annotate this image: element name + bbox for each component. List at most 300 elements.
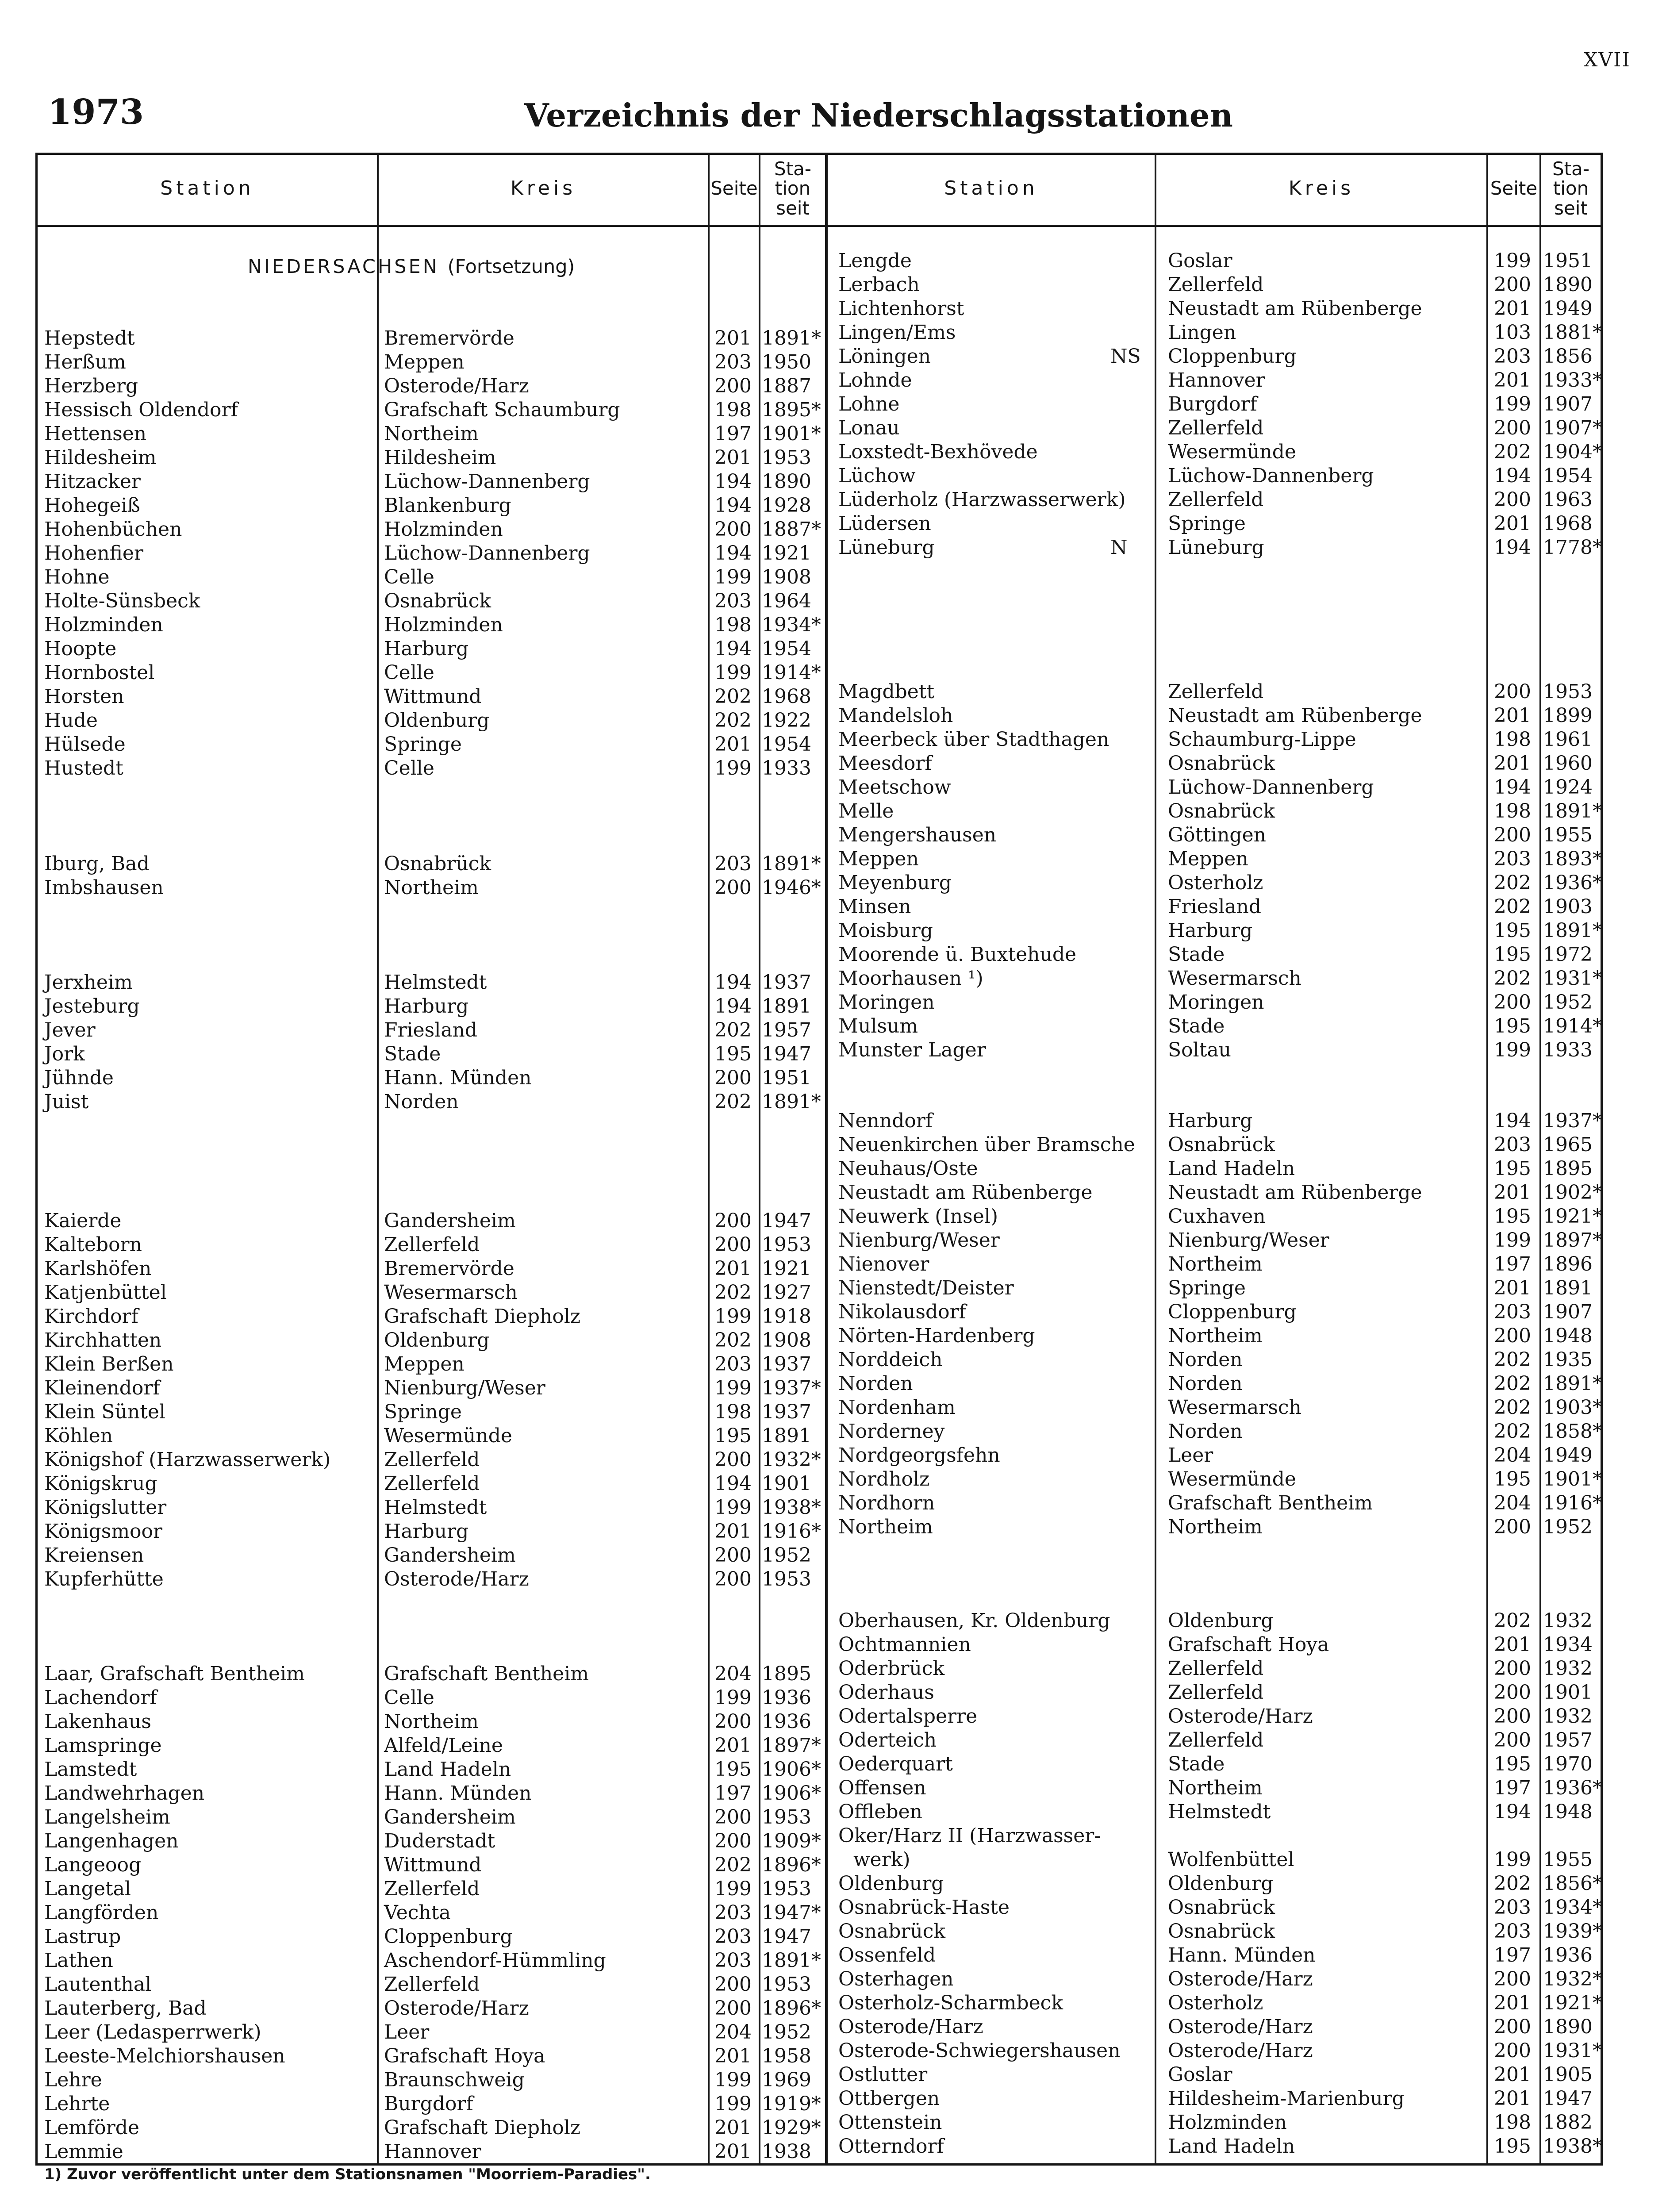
station-seit-year: 1922 <box>762 709 811 732</box>
seite-number: 201 <box>714 733 752 756</box>
kreis-name: Osnabrück <box>384 590 491 612</box>
seite-number: 201 <box>714 2140 752 2163</box>
seite-number: 200 <box>1494 488 1531 511</box>
station-name: Nordenham <box>838 1396 956 1419</box>
station-name: Holzminden <box>44 614 163 636</box>
station-name: Lastrup <box>44 1925 121 1948</box>
column-rule <box>377 153 379 2166</box>
seite-number: 200 <box>714 1830 752 1852</box>
kreis-name: Wesermünde <box>1168 441 1296 463</box>
seite-number: 200 <box>714 1210 752 1232</box>
station-seit-year: 1890 <box>1543 2016 1593 2038</box>
station-seit-year: 1937 <box>762 971 811 994</box>
station-name: Holte-Sünsbeck <box>44 590 200 612</box>
kreis-name: Zellerfeld <box>1168 488 1264 511</box>
station-name: Lathen <box>44 1949 113 1972</box>
seite-number: 203 <box>714 1925 752 1948</box>
kreis-name: Lingen <box>1168 321 1236 344</box>
seite-number: 198 <box>1494 728 1531 751</box>
seite-number: 195 <box>1494 1205 1531 1228</box>
kreis-name: Northeim <box>384 1710 479 1733</box>
station-name: Nienover <box>838 1253 929 1275</box>
station-seit-year: 1938 <box>762 2140 811 2163</box>
kreis-name: Goslar <box>1168 2063 1232 2086</box>
kreis-name: Harburg <box>384 1520 469 1543</box>
seite-number: 202 <box>714 1019 752 1041</box>
kreis-name: Zellerfeld <box>1168 680 1264 703</box>
station-name: Herzberg <box>44 375 138 397</box>
kreis-name: Land Hadeln <box>1168 1157 1295 1180</box>
kreis-name: Springe <box>1168 512 1246 535</box>
station-name: Lüchow <box>838 465 916 487</box>
kreis-name: Hann. Münden <box>384 1067 532 1089</box>
kreis-name: Holzminden <box>1168 2111 1287 2134</box>
kreis-name: Zellerfeld <box>384 1233 480 1256</box>
station-seit-year: 1949 <box>1543 297 1593 320</box>
seite-number: 194 <box>1494 1801 1531 1823</box>
kreis-name: Grafschaft Bentheim <box>1168 1492 1373 1514</box>
station-name: Klein Berßen <box>44 1353 174 1375</box>
station-seit-year: 1929* <box>762 2116 821 2139</box>
station-name: Osterode-Schwiegershausen <box>838 2039 1121 2062</box>
kreis-name: Celle <box>384 757 434 780</box>
kreis-name: Harburg <box>1168 919 1253 942</box>
kreis-name: Meppen <box>1168 848 1248 870</box>
kreis-name: Stade <box>1168 943 1225 966</box>
kreis-name: Zellerfeld <box>384 1878 480 1900</box>
station-name: Lamstedt <box>44 1758 137 1781</box>
station-seit-year: 1891* <box>762 853 821 875</box>
seite-number: 200 <box>1494 1516 1531 1538</box>
station-name: Nordhorn <box>838 1492 935 1514</box>
header-rule <box>35 225 1603 227</box>
seite-number: 195 <box>1494 1753 1531 1775</box>
kreis-name: Osterode/Harz <box>384 1997 529 2020</box>
kreis-name: Schaumburg-Lippe <box>1168 728 1356 751</box>
header-station-seit-left: Sta- tion seit <box>774 158 812 219</box>
seite-number: 195 <box>1494 1015 1531 1037</box>
station-seit-year: 1947* <box>762 1901 821 1924</box>
station-seit-year: 1968 <box>1543 512 1593 535</box>
seite-number: 197 <box>1494 1253 1531 1275</box>
station-name: Jever <box>44 1019 96 1041</box>
station-seit-year: 1954 <box>1543 465 1593 487</box>
seite-number: 199 <box>1494 250 1531 272</box>
station-seit-year: 1856 <box>1543 345 1593 368</box>
station-seit-year: 1934* <box>762 614 821 636</box>
seite-number: 200 <box>1494 824 1531 846</box>
station-name: Herßum <box>44 351 126 373</box>
kreis-name: Neustadt am Rübenberge <box>1168 297 1422 320</box>
seite-number: 199 <box>714 1305 752 1328</box>
station-name: Nikolausdorf <box>838 1301 966 1323</box>
station-seit-year: 1901 <box>1543 1681 1593 1704</box>
station-name: Meppen <box>838 848 919 870</box>
station-seit-year: 1858* <box>1543 1420 1602 1443</box>
seite-number: 194 <box>714 470 752 493</box>
station-name: Magdbett <box>838 680 935 703</box>
station-name: Neuwerk (Insel) <box>838 1205 998 1228</box>
kreis-name: Neustadt am Rübenberge <box>1168 704 1422 727</box>
kreis-name: Soltau <box>1168 1039 1231 1061</box>
kreis-name: Zellerfeld <box>1168 1729 1264 1751</box>
kreis-name: Cuxhaven <box>1168 1205 1266 1228</box>
station-seit-year: 1891* <box>762 1949 821 1972</box>
station-name: Moringen <box>838 991 935 1014</box>
station-seit-year: 1921 <box>762 1257 811 1280</box>
seite-number: 199 <box>714 1686 752 1709</box>
station-name: Hessisch Oldendorf <box>44 399 238 421</box>
kreis-name: Friesland <box>1168 895 1262 918</box>
station-seit-year: 1907 <box>1543 1301 1593 1323</box>
kreis-name: Osnabrück <box>1168 1920 1275 1943</box>
station-name: Oderteich <box>838 1729 937 1751</box>
kreis-name: Duderstadt <box>384 1830 495 1852</box>
seite-number: 202 <box>714 1329 752 1352</box>
seite-number: 203 <box>1494 1896 1531 1919</box>
station-name: Mandelsloh <box>838 704 953 727</box>
kreis-name: Hann. Münden <box>384 1782 532 1805</box>
station-seit-year: 1953 <box>762 446 811 469</box>
kreis-name: Osterode/Harz <box>1168 1968 1313 1990</box>
station-name: Lauterberg, Bad <box>44 1997 207 2020</box>
footnote: 1) Zuvor veröffentlicht unter dem Stationsnamen "Moorriem-Paradies". <box>44 2166 651 2183</box>
station-name: Otterndorf <box>838 2135 944 2158</box>
seite-number: 200 <box>714 1233 752 1256</box>
seite-number: 200 <box>714 1568 752 1590</box>
station-name: Karlshöfen <box>44 1257 152 1280</box>
kreis-name: Wesermarsch <box>1168 1396 1301 1419</box>
kreis-name: Zellerfeld <box>384 1973 480 1996</box>
kreis-name: Zellerfeld <box>1168 1681 1264 1704</box>
kreis-name: Harburg <box>384 995 469 1018</box>
station-name: Hitzacker <box>44 470 141 493</box>
kreis-name: Stade <box>384 1043 441 1065</box>
kreis-name: Wesermünde <box>1168 1468 1296 1490</box>
kreis-name: Lüchow-Dannenberg <box>384 470 590 493</box>
station-name: Lamspringe <box>44 1734 162 1757</box>
kreis-name: Hildesheim <box>384 446 496 469</box>
seite-number: 200 <box>1494 1729 1531 1751</box>
header-kreis-left: Kreis <box>510 177 576 200</box>
kreis-name: Lüchow-Dannenberg <box>1168 776 1374 799</box>
station-seit-year: 1951 <box>1543 250 1593 272</box>
seite-number: 204 <box>714 1663 752 1685</box>
station-name: Lingen/Ems <box>838 321 956 344</box>
kreis-name: Norden <box>384 1091 459 1113</box>
station-name: Offensen <box>838 1777 926 1799</box>
kreis-name: Bremervörde <box>384 1257 514 1280</box>
seite-number: 199 <box>714 1496 752 1519</box>
station-seit-year: 1957 <box>1543 1729 1593 1751</box>
station-name: Norddeich <box>838 1348 943 1371</box>
seite-number: 199 <box>1494 1039 1531 1061</box>
station-seit-year: 1933 <box>762 757 811 780</box>
kreis-name: Osnabrück <box>1168 1133 1275 1156</box>
station-seit-year: 1936 <box>762 1686 811 1709</box>
seite-number: 202 <box>714 1091 752 1113</box>
station-name: Leer (Ledasperrwerk) <box>44 2021 261 2043</box>
station-seit-year: 1906* <box>762 1758 821 1781</box>
station-seit-year: 1891* <box>1543 800 1602 822</box>
station-seit-year: 1882 <box>1543 2111 1593 2134</box>
kreis-name: Braunschweig <box>384 2069 525 2091</box>
seite-number: 194 <box>714 494 752 517</box>
column-rule <box>1539 153 1541 2166</box>
station-seit-year: 1901* <box>1543 1468 1602 1490</box>
seite-number: 201 <box>714 1734 752 1757</box>
seite-number: 201 <box>1494 297 1531 320</box>
station-name: Hude <box>44 709 98 732</box>
seite-number: 197 <box>714 422 752 445</box>
station-seit-year: 1895 <box>762 1663 811 1685</box>
station-seit-year: 1937 <box>762 1353 811 1375</box>
seite-number: 201 <box>714 2116 752 2139</box>
seite-number: 202 <box>1494 872 1531 894</box>
station-seit-year: 1939* <box>1543 1920 1602 1943</box>
station-name: Kleinendorf <box>44 1377 160 1399</box>
seite-number: 201 <box>1494 1181 1531 1204</box>
station-seit-year: 1936* <box>1543 1777 1602 1799</box>
station-seit-year: 1936 <box>762 1710 811 1733</box>
seite-number: 194 <box>714 542 752 565</box>
seite-number: 201 <box>714 1520 752 1543</box>
seite-number: 195 <box>714 1425 752 1447</box>
kreis-name: Burgdorf <box>1168 393 1257 415</box>
station-name: Northeim <box>838 1516 933 1538</box>
station-name: Melle <box>838 800 894 822</box>
station-name: Jesteburg <box>44 995 140 1018</box>
station-name: Ossenfeld <box>838 1944 936 1966</box>
seite-number: 200 <box>714 1710 752 1733</box>
seite-number: 201 <box>1494 2063 1531 2086</box>
station-name: Neuhaus/Oste <box>838 1157 978 1180</box>
station-name: Langenhagen <box>44 1830 179 1852</box>
seite-number: 203 <box>714 1901 752 1924</box>
station-seit-year: 1919* <box>762 2093 821 2115</box>
station-name: Imbshausen <box>44 876 164 899</box>
station-name: Köhlen <box>44 1425 113 1447</box>
station-seit-year: 1957 <box>762 1019 811 1041</box>
station-seit-year: 1891* <box>762 1091 821 1113</box>
station-seit-year: 1778* <box>1543 536 1602 559</box>
station-seit-year: 1932* <box>762 1448 821 1471</box>
kreis-name: Northeim <box>1168 1325 1263 1347</box>
kreis-name: Norden <box>1168 1420 1243 1443</box>
column-rule <box>1155 153 1156 2166</box>
station-seit-year: 1952 <box>762 1544 811 1567</box>
station-name: Landwehrhagen <box>44 1782 205 1805</box>
station-name: Moisburg <box>838 919 933 942</box>
section-heading <box>248 256 575 278</box>
station-name: Hustedt <box>44 757 123 780</box>
kreis-name: Oldenburg <box>384 709 490 732</box>
station-seit-year: 1907 <box>1543 393 1593 415</box>
seite-number: 203 <box>1494 345 1531 368</box>
seite-number: 194 <box>714 971 752 994</box>
kreis-name: Celle <box>384 1686 434 1709</box>
seite-number: 203 <box>714 853 752 875</box>
section-suffix: (Fortsetzung) <box>447 256 575 278</box>
kreis-name: Gandersheim <box>384 1806 516 1828</box>
kreis-name: Norden <box>1168 1348 1243 1371</box>
station-name: Oderhaus <box>838 1681 934 1704</box>
seite-number: 201 <box>1494 752 1531 775</box>
seite-number: 203 <box>1494 1920 1531 1943</box>
station-name: Jühnde <box>44 1067 114 1089</box>
station-seit-year: 1972 <box>1543 943 1593 966</box>
seite-number: 199 <box>1494 1848 1531 1871</box>
seite-number: 202 <box>1494 1348 1531 1371</box>
station-seit-year: 1958 <box>762 2045 811 2067</box>
kreis-name: Neustadt am Rübenberge <box>1168 1181 1422 1204</box>
station-seit-year: 1947 <box>762 1210 811 1232</box>
kreis-name: Oldenburg <box>1168 1609 1274 1632</box>
kreis-name: Grafschaft Diepholz <box>384 1305 581 1328</box>
seite-number: 202 <box>714 1281 752 1304</box>
kreis-name: Hildesheim-Marienburg <box>1168 2087 1405 2110</box>
station-seit-year: 1932* <box>1543 1968 1602 1990</box>
seite-number: 203 <box>714 1353 752 1375</box>
station-name: Oderbrück <box>838 1657 945 1680</box>
seite-number: 195 <box>1494 1468 1531 1490</box>
station-seit-year: 1952 <box>762 2021 811 2043</box>
seite-number: 204 <box>714 2021 752 2043</box>
kreis-name: Nienburg/Weser <box>1168 1229 1329 1252</box>
seite-number: 201 <box>714 446 752 469</box>
station-seit-year: 1961 <box>1543 728 1593 751</box>
seite-number: 201 <box>714 2045 752 2067</box>
station-name: Langelsheim <box>44 1806 170 1828</box>
station-name: Oberhausen, Kr. Oldenburg <box>838 1609 1110 1632</box>
station-seit-year: 1934 <box>1543 1633 1593 1656</box>
seite-number: 201 <box>1494 1277 1531 1299</box>
station-seit-year: 1947 <box>762 1043 811 1065</box>
kreis-name: Helmstedt <box>384 971 487 994</box>
seite-number: 202 <box>1494 441 1531 463</box>
station-seit-year: 1887 <box>762 375 811 397</box>
station-name: Kalteborn <box>44 1233 142 1256</box>
kreis-name: Wittmund <box>384 685 482 708</box>
kreis-name: Osterholz <box>1168 872 1263 894</box>
station-seit-year: 1953 <box>762 1233 811 1256</box>
kreis-name: Osnabrück <box>1168 1896 1275 1919</box>
station-name: Osterode/Harz <box>838 2016 983 2038</box>
seite-number: 200 <box>1494 2016 1531 2038</box>
kreis-name: Hannover <box>1168 369 1265 392</box>
kreis-name: Osterode/Harz <box>1168 1705 1313 1728</box>
kreis-name: Aschendorf-Hümmling <box>384 1949 606 1972</box>
station-seit-year: 1947 <box>762 1925 811 1948</box>
seite-number: 202 <box>1494 895 1531 918</box>
header-kreis-right: Kreis <box>1288 177 1355 200</box>
station-seit-year: 1932 <box>1543 1609 1593 1632</box>
seite-number: 201 <box>1494 1633 1531 1656</box>
station-name: Lakenhaus <box>44 1710 151 1733</box>
station-name: Klein Süntel <box>44 1401 165 1423</box>
station-name: Nörten-Hardenberg <box>838 1325 1035 1347</box>
station-seit-year: 1960 <box>1543 752 1593 775</box>
seite-number: 200 <box>1494 1325 1531 1347</box>
kreis-name: Wesermarsch <box>384 1281 518 1304</box>
station-seit-year: 1918 <box>762 1305 811 1328</box>
kreis-name: Harburg <box>384 637 469 660</box>
station-name: Laar, Grafschaft Bentheim <box>44 1663 305 1685</box>
kreis-name: Northeim <box>1168 1253 1263 1275</box>
kreis-name: Osterode/Harz <box>384 375 529 397</box>
station-name: Kreiensen <box>44 1544 144 1567</box>
station-seit-year: 1921* <box>1543 1992 1602 2014</box>
kreis-name: Grafschaft Diepholz <box>384 2116 581 2139</box>
station-name: Kirchdorf <box>44 1305 138 1328</box>
kreis-name: Land Hadeln <box>384 1758 511 1781</box>
kreis-name: Nienburg/Weser <box>384 1377 545 1399</box>
station-seit-year: 1953 <box>1543 680 1593 703</box>
seite-number: 200 <box>714 375 752 397</box>
station-name: Lautenthal <box>44 1973 152 1996</box>
station-seit-year: 1914* <box>1543 1015 1602 1037</box>
station-name: Offleben <box>838 1801 922 1823</box>
station-name: werk) <box>853 1848 910 1871</box>
station-name: Leeste-Melchiorshausen <box>44 2045 285 2067</box>
station-seit-year: 1897* <box>1543 1229 1602 1252</box>
station-seit-year: 1890 <box>1543 273 1593 296</box>
seite-number: 198 <box>1494 2111 1531 2134</box>
station-name: Hülsede <box>44 733 126 756</box>
station-mark: N <box>1110 536 1128 559</box>
station-name: Oldenburg <box>838 1872 944 1895</box>
kreis-name: Moringen <box>1168 991 1264 1014</box>
kreis-name: Bremervörde <box>384 327 514 349</box>
seite-number: 199 <box>714 1377 752 1399</box>
seite-number: 200 <box>1494 273 1531 296</box>
station-seit-year: 1946* <box>762 876 821 899</box>
kreis-name: Osnabrück <box>1168 752 1275 775</box>
station-name: Langetal <box>44 1878 131 1900</box>
station-seit-year: 1881* <box>1543 321 1602 344</box>
kreis-name: Grafschaft Schaumburg <box>384 399 620 421</box>
kreis-name: Norden <box>1168 1372 1243 1395</box>
station-name: Neuenkirchen über Bramsche <box>838 1133 1135 1156</box>
seite-number: 202 <box>1494 1372 1531 1395</box>
station-seit-year: 1955 <box>1543 824 1593 846</box>
station-name: Mengershausen <box>838 824 997 846</box>
station-name: Königshof (Harzwasserwerk) <box>44 1448 331 1471</box>
station-seit-year: 1924 <box>1543 776 1593 799</box>
kreis-name: Goslar <box>1168 250 1232 272</box>
station-seit-year: 1938* <box>762 1496 821 1519</box>
station-name: Meyenburg <box>838 872 952 894</box>
kreis-name: Lüchow-Dannenberg <box>384 542 590 565</box>
station-seit-year: 1903 <box>1543 895 1593 918</box>
kreis-name: Alfeld/Leine <box>384 1734 503 1757</box>
station-seit-year: 1916* <box>1543 1492 1602 1514</box>
station-name: Jerxheim <box>44 971 133 994</box>
kreis-name: Osterode/Harz <box>1168 2039 1313 2062</box>
station-name: Königsmoor <box>44 1520 163 1543</box>
kreis-name: Northeim <box>384 422 479 445</box>
seite-number: 200 <box>714 1067 752 1089</box>
station-seit-year: 1908 <box>762 566 811 588</box>
kreis-name: Stade <box>1168 1753 1225 1775</box>
seite-number: 203 <box>1494 1133 1531 1156</box>
kreis-name: Helmstedt <box>384 1496 487 1519</box>
seite-number: 199 <box>714 2069 752 2091</box>
station-seit-year: 1887* <box>762 518 821 541</box>
kreis-name: Grafschaft Bentheim <box>384 1663 589 1685</box>
station-seit-year: 1936 <box>1543 1944 1593 1966</box>
station-name: Königslutter <box>44 1496 167 1519</box>
